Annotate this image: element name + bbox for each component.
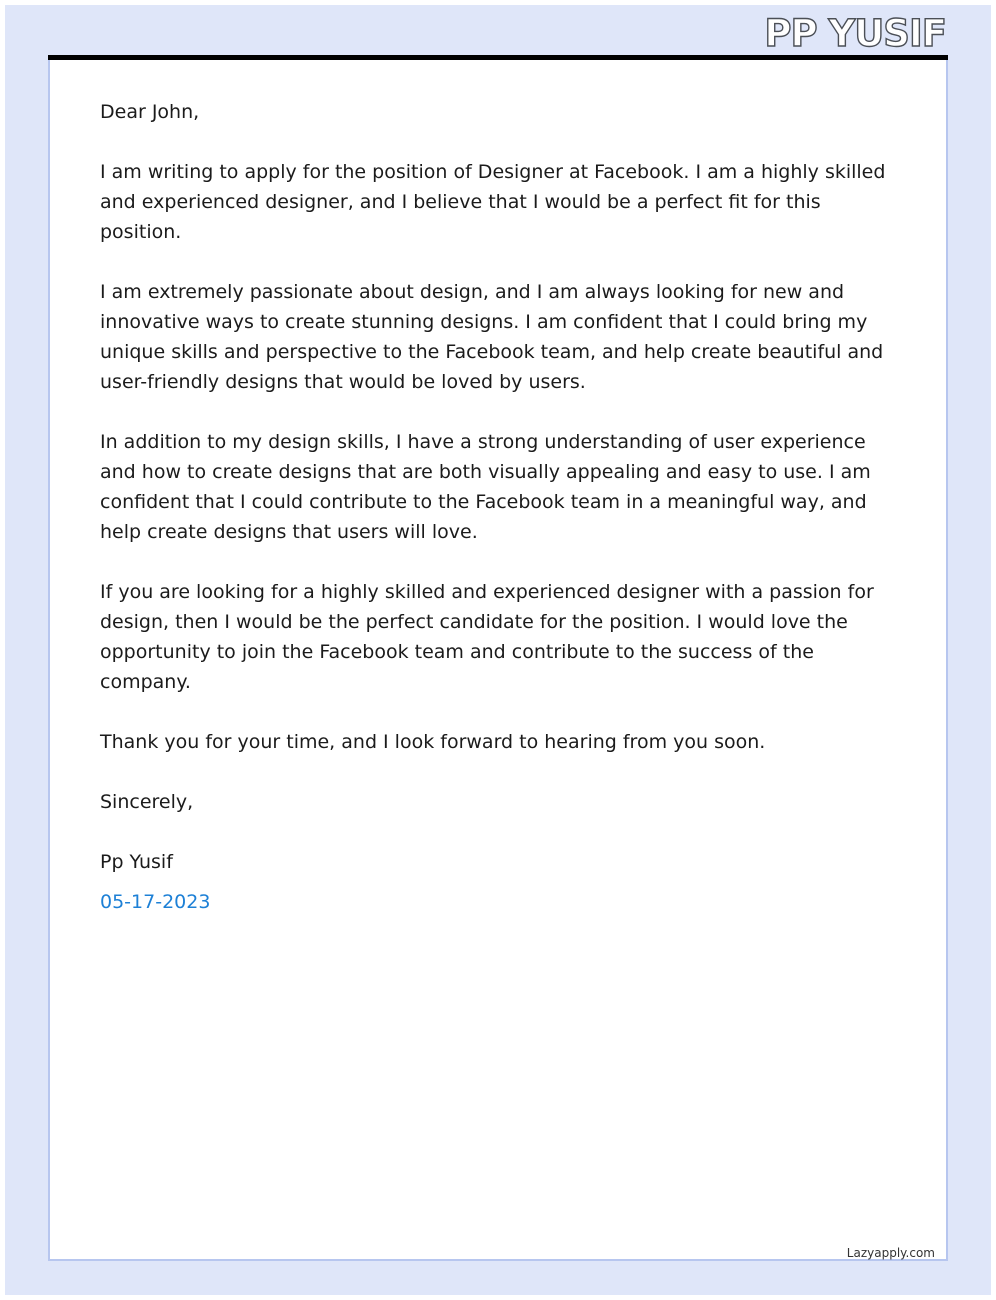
paragraph-1: I am writing to apply for the position of Designer at Facebook. I am a highly skilled and experienced designer, and I believe that I would be a perfect fit for this position.	[100, 161, 886, 243]
paragraph-4: If you are looking for a highly skilled and experienced designer with a passion for design, then I would be the perfect candidate for the position. I would love the opportunity to join the Facebook team and contribute to the success of the company.	[100, 581, 874, 693]
salutation: Dear John,	[100, 101, 200, 123]
footer-watermark: Lazyapply.com	[846, 1246, 935, 1260]
paragraph-5: Thank you for your time, and I look forward to hearing from you soon.	[100, 731, 766, 753]
paragraph-3: In addition to my design skills, I have a strong understanding of user experience and how to create designs that are both visually appealing and easy to use. I am confident that I could contribute to the Facebook team in a meaningful way, and help create designs that users will love.	[100, 431, 871, 543]
paragraph-2: I am extremely passionate about design, and I am always looking for new and innovative ways to create stunning designs. I am confident that I could bring my unique skills and perspective to the Facebook team, and help create beautiful and user-friendly designs that would be loved by users.	[100, 281, 884, 393]
signature-name: Pp Yusif	[100, 851, 173, 873]
letter-date: 05-17-2023	[100, 891, 211, 913]
cover-letter-body	[100, 97, 900, 947]
closing: Sincerely,	[100, 791, 194, 813]
applicant-name-heading: PP YUSIF	[764, 12, 946, 55]
